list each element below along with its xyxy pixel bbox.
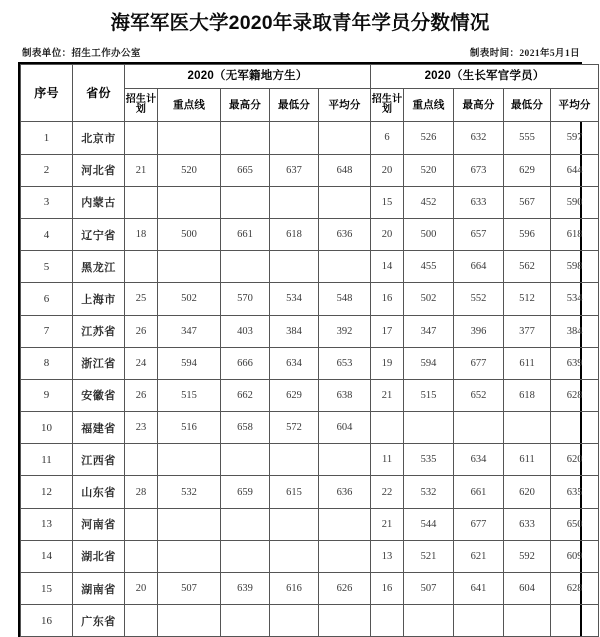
cell-officer-avg: 635 <box>551 476 599 508</box>
cell-civil-min: 637 <box>270 154 319 186</box>
cell-officer-avg: 597 <box>551 122 599 154</box>
row-province: 福建省 <box>73 412 125 444</box>
cell-officer-max: 677 <box>454 508 504 540</box>
row-index: 2 <box>21 154 73 186</box>
cell-officer-avg <box>551 412 599 444</box>
page-title: 海军军医大学2020年录取青年学员分数情况 <box>110 12 490 34</box>
cell-civil-avg: 636 <box>319 476 371 508</box>
cell-officer-plan: 13 <box>371 540 404 572</box>
cell-civil-min <box>270 444 319 476</box>
table-row <box>21 251 599 283</box>
cell-officer-baseline <box>404 412 454 444</box>
cell-officer-avg: 590 <box>551 186 599 218</box>
cell-civil-avg: 548 <box>319 283 371 315</box>
row-province: 北京市 <box>73 122 125 154</box>
cell-civil-min <box>270 540 319 572</box>
cell-officer-plan: 6 <box>371 122 404 154</box>
cell-civil-baseline <box>158 444 221 476</box>
cell-civil-avg <box>319 508 371 540</box>
cell-civil-min: 534 <box>270 283 319 315</box>
cell-officer-plan: 21 <box>371 508 404 540</box>
row-province: 江西省 <box>73 444 125 476</box>
cell-officer-plan: 20 <box>371 218 404 250</box>
cell-officer-plan: 14 <box>371 251 404 283</box>
cell-civil-max <box>221 122 270 154</box>
row-index: 16 <box>21 605 73 637</box>
header-civil-max: 最高分 <box>221 89 270 122</box>
cell-officer-plan: 16 <box>371 573 404 605</box>
cell-civil-max: 403 <box>221 315 270 347</box>
cell-officer-min: 611 <box>504 444 551 476</box>
cell-civil-min: 615 <box>270 476 319 508</box>
row-province: 辽宁省 <box>73 218 125 250</box>
cell-civil-avg <box>319 122 371 154</box>
cell-officer-min: 377 <box>504 315 551 347</box>
cell-officer-baseline: 544 <box>404 508 454 540</box>
cell-civil-max: 639 <box>221 573 270 605</box>
header-group-officer: 2020（生长军官学员） <box>371 65 599 89</box>
row-index: 11 <box>21 444 73 476</box>
table-row <box>21 283 599 315</box>
cell-officer-plan: 19 <box>371 347 404 379</box>
row-province: 湖南省 <box>73 573 125 605</box>
cell-civil-baseline <box>158 540 221 572</box>
table-row <box>21 540 599 572</box>
cell-officer-avg: 628 <box>551 379 599 411</box>
score-table <box>20 64 599 637</box>
cell-civil-max: 658 <box>221 412 270 444</box>
cell-officer-avg: 628 <box>551 573 599 605</box>
header-officer-min: 最低分 <box>504 89 551 122</box>
header-officer-avg: 平均分 <box>551 89 599 122</box>
cell-officer-baseline: 502 <box>404 283 454 315</box>
cell-officer-min: 620 <box>504 476 551 508</box>
row-province: 河北省 <box>73 154 125 186</box>
cell-officer-avg: 384 <box>551 315 599 347</box>
cell-officer-min: 512 <box>504 283 551 315</box>
header-civil-min: 最低分 <box>270 89 319 122</box>
cell-officer-min: 555 <box>504 122 551 154</box>
cell-civil-baseline: 516 <box>158 412 221 444</box>
row-index: 5 <box>21 251 73 283</box>
cell-officer-max: 552 <box>454 283 504 315</box>
cell-officer-plan: 17 <box>371 315 404 347</box>
cell-civil-plan: 18 <box>125 218 158 250</box>
header-officer-max: 最高分 <box>454 89 504 122</box>
row-province: 内蒙古 <box>73 186 125 218</box>
cell-officer-min: 596 <box>504 218 551 250</box>
cell-civil-min <box>270 605 319 637</box>
row-index: 10 <box>21 412 73 444</box>
cell-officer-plan <box>371 412 404 444</box>
cell-civil-avg: 392 <box>319 315 371 347</box>
cell-civil-max: 666 <box>221 347 270 379</box>
cell-civil-plan <box>125 540 158 572</box>
cell-civil-plan <box>125 122 158 154</box>
cell-officer-avg: 618 <box>551 218 599 250</box>
cell-civil-max <box>221 508 270 540</box>
cell-civil-min: 572 <box>270 412 319 444</box>
cell-officer-max: 621 <box>454 540 504 572</box>
cell-civil-max: 570 <box>221 283 270 315</box>
cell-civil-max <box>221 186 270 218</box>
cell-civil-avg: 648 <box>319 154 371 186</box>
cell-officer-max: 664 <box>454 251 504 283</box>
document-meta <box>0 35 600 62</box>
cell-officer-min: 611 <box>504 347 551 379</box>
cell-civil-baseline: 594 <box>158 347 221 379</box>
table-row <box>21 508 599 540</box>
cell-civil-avg <box>319 251 371 283</box>
cell-officer-plan: 20 <box>371 154 404 186</box>
cell-officer-min: 562 <box>504 251 551 283</box>
cell-officer-plan <box>371 605 404 637</box>
row-index: 3 <box>21 186 73 218</box>
cell-officer-avg: 620 <box>551 444 599 476</box>
cell-officer-max <box>454 412 504 444</box>
cell-officer-min: 618 <box>504 379 551 411</box>
cell-civil-avg: 653 <box>319 347 371 379</box>
table-row <box>21 412 599 444</box>
table-row <box>21 122 599 154</box>
cell-officer-avg <box>551 605 599 637</box>
cell-civil-plan: 26 <box>125 379 158 411</box>
cell-officer-max: 677 <box>454 347 504 379</box>
cell-civil-plan <box>125 508 158 540</box>
cell-officer-max: 657 <box>454 218 504 250</box>
cell-civil-min: 616 <box>270 573 319 605</box>
cell-civil-avg <box>319 540 371 572</box>
cell-officer-min: 592 <box>504 540 551 572</box>
cell-civil-min: 618 <box>270 218 319 250</box>
cell-officer-avg: 609 <box>551 540 599 572</box>
cell-officer-avg: 534 <box>551 283 599 315</box>
cell-civil-max: 662 <box>221 379 270 411</box>
cell-civil-max: 659 <box>221 476 270 508</box>
cell-civil-min <box>270 122 319 154</box>
cell-officer-baseline: 347 <box>404 315 454 347</box>
cell-civil-avg: 626 <box>319 573 371 605</box>
cell-civil-plan <box>125 251 158 283</box>
cell-civil-avg: 636 <box>319 218 371 250</box>
cell-civil-avg: 638 <box>319 379 371 411</box>
cell-officer-baseline: 507 <box>404 573 454 605</box>
cell-civil-plan <box>125 605 158 637</box>
cell-officer-avg: 639 <box>551 347 599 379</box>
cell-officer-min: 567 <box>504 186 551 218</box>
cell-officer-avg: 644 <box>551 154 599 186</box>
cell-civil-min <box>270 186 319 218</box>
cell-officer-baseline: 452 <box>404 186 454 218</box>
cell-officer-baseline: 455 <box>404 251 454 283</box>
table-row <box>21 605 599 637</box>
cell-civil-baseline <box>158 508 221 540</box>
cell-civil-baseline: 532 <box>158 476 221 508</box>
cell-civil-baseline: 507 <box>158 573 221 605</box>
cell-officer-baseline: 521 <box>404 540 454 572</box>
cell-officer-min: 604 <box>504 573 551 605</box>
cell-officer-baseline: 515 <box>404 379 454 411</box>
cell-civil-min <box>270 251 319 283</box>
cell-civil-min: 634 <box>270 347 319 379</box>
cell-civil-baseline <box>158 122 221 154</box>
cell-officer-max <box>454 605 504 637</box>
cell-civil-plan <box>125 186 158 218</box>
table-row <box>21 315 599 347</box>
cell-officer-plan: 11 <box>371 444 404 476</box>
cell-officer-max: 641 <box>454 573 504 605</box>
cell-civil-min: 629 <box>270 379 319 411</box>
cell-civil-avg: 604 <box>319 412 371 444</box>
header-civil-avg: 平均分 <box>319 89 371 122</box>
table-row <box>21 379 599 411</box>
row-index: 14 <box>21 540 73 572</box>
cell-civil-max <box>221 540 270 572</box>
cell-officer-max: 652 <box>454 379 504 411</box>
cell-officer-min: 629 <box>504 154 551 186</box>
table-header <box>21 65 599 122</box>
row-index: 15 <box>21 573 73 605</box>
cell-officer-baseline: 526 <box>404 122 454 154</box>
cell-civil-baseline: 515 <box>158 379 221 411</box>
row-index: 13 <box>21 508 73 540</box>
row-index: 7 <box>21 315 73 347</box>
cell-officer-baseline: 532 <box>404 476 454 508</box>
cell-civil-plan: 23 <box>125 412 158 444</box>
cell-civil-max: 665 <box>221 154 270 186</box>
cell-civil-avg <box>319 444 371 476</box>
cell-officer-baseline <box>404 605 454 637</box>
row-province: 浙江省 <box>73 347 125 379</box>
cell-civil-plan: 21 <box>125 154 158 186</box>
cell-officer-baseline: 520 <box>404 154 454 186</box>
cell-officer-baseline: 594 <box>404 347 454 379</box>
table-row <box>21 573 599 605</box>
cell-officer-plan: 21 <box>371 379 404 411</box>
cell-civil-max <box>221 444 270 476</box>
cell-civil-baseline <box>158 251 221 283</box>
row-province: 安徽省 <box>73 379 125 411</box>
cell-officer-max: 634 <box>454 444 504 476</box>
row-index: 9 <box>21 379 73 411</box>
row-province: 广东省 <box>73 605 125 637</box>
cell-officer-max: 632 <box>454 122 504 154</box>
row-index: 12 <box>21 476 73 508</box>
row-province: 黑龙江 <box>73 251 125 283</box>
cell-officer-max: 661 <box>454 476 504 508</box>
score-table-container <box>18 62 591 637</box>
cell-civil-max <box>221 251 270 283</box>
header-province: 省份 <box>73 65 125 122</box>
cell-officer-baseline: 535 <box>404 444 454 476</box>
row-index: 8 <box>21 347 73 379</box>
table-row <box>21 476 599 508</box>
cell-civil-max <box>221 605 270 637</box>
header-civil-plan: 招生计划 <box>125 89 158 122</box>
table-row <box>21 186 599 218</box>
cell-civil-plan: 24 <box>125 347 158 379</box>
prepared-by-label: 制表单位：招生工作办公室 <box>22 49 141 60</box>
cell-civil-min: 384 <box>270 315 319 347</box>
header-group-civil: 2020（无军籍地方生） <box>125 65 371 89</box>
cell-officer-plan: 16 <box>371 283 404 315</box>
cell-civil-baseline: 347 <box>158 315 221 347</box>
row-province: 山东省 <box>73 476 125 508</box>
cell-officer-min <box>504 605 551 637</box>
header-officer-plan: 招生计划 <box>371 89 404 122</box>
header-row-groups <box>21 65 599 89</box>
cell-civil-avg <box>319 605 371 637</box>
table-row <box>21 154 599 186</box>
table-body <box>21 122 599 637</box>
row-index: 1 <box>21 122 73 154</box>
prepared-date-label: 制表时间：2021年5月1日 <box>469 49 580 60</box>
cell-civil-max: 661 <box>221 218 270 250</box>
cell-officer-baseline: 500 <box>404 218 454 250</box>
row-province: 湖北省 <box>73 540 125 572</box>
cell-officer-min <box>504 412 551 444</box>
header-civil-baseline: 重点线 <box>158 89 221 122</box>
cell-civil-baseline <box>158 605 221 637</box>
cell-officer-plan: 15 <box>371 186 404 218</box>
cell-officer-max: 396 <box>454 315 504 347</box>
table-row <box>21 347 599 379</box>
cell-officer-avg: 598 <box>551 251 599 283</box>
cell-officer-max: 673 <box>454 154 504 186</box>
table-row <box>21 444 599 476</box>
row-province: 河南省 <box>73 508 125 540</box>
cell-officer-min: 633 <box>504 508 551 540</box>
header-officer-baseline: 重点线 <box>404 89 454 122</box>
cell-civil-baseline <box>158 186 221 218</box>
cell-officer-avg: 650 <box>551 508 599 540</box>
row-index: 6 <box>21 283 73 315</box>
cell-civil-baseline: 520 <box>158 154 221 186</box>
cell-civil-baseline: 502 <box>158 283 221 315</box>
cell-civil-baseline: 500 <box>158 218 221 250</box>
row-province: 上海市 <box>73 283 125 315</box>
cell-civil-plan: 26 <box>125 315 158 347</box>
cell-civil-plan: 25 <box>125 283 158 315</box>
cell-civil-plan: 28 <box>125 476 158 508</box>
row-province: 江苏省 <box>73 315 125 347</box>
cell-civil-plan: 20 <box>125 573 158 605</box>
table-row <box>21 218 599 250</box>
cell-officer-plan: 22 <box>371 476 404 508</box>
cell-civil-avg <box>319 186 371 218</box>
cell-officer-max: 633 <box>454 186 504 218</box>
cell-civil-plan <box>125 444 158 476</box>
row-index: 4 <box>21 218 73 250</box>
header-index: 序号 <box>21 65 73 122</box>
cell-civil-min <box>270 508 319 540</box>
